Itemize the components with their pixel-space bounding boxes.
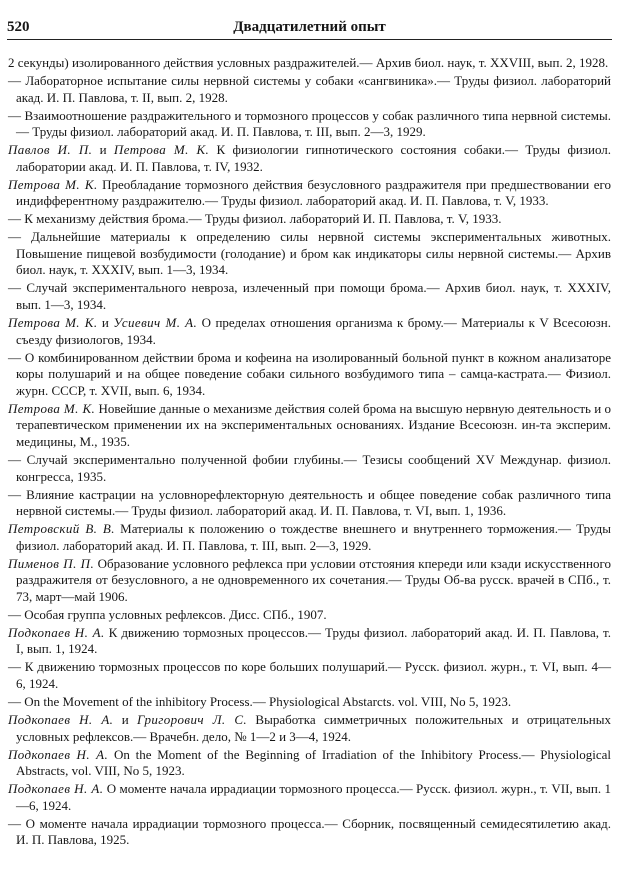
bibliography-entry: Петрова М. К. Новейшие данные о механизме действия солей брома на высшую нервную деятельность и о терапевтическом применении их на экспериментальных основаниях. Издание Всесоюзн. ин-та эксперим. медицины, М., 1935.	[8, 400, 611, 449]
entry-author: Подкопаев Н. А.	[8, 624, 105, 640]
entry-author: Петрова М. К.	[8, 315, 98, 331]
bibliography-entry: — Особая группа условных рефлексов. Дисс. СПб., 1907.	[8, 606, 327, 622]
bibliography-entry: — О моменте начала иррадиации тормозного процесса.— Сборник, посвященный семидесятилетию акад. И. П. Павлова, 1925.	[8, 815, 611, 848]
bibliography-entry: — Случай экспериментально полученной фобии глубины.— Тезисы сообщений XV Междунар. физиол. конгресса, 1935.	[8, 451, 611, 484]
bibliography-entry: — Случай экспериментального невроза, излеченный при помощи брома.— Архив биол. наук, т. XXXIV, вып. 1—3, 1934.	[8, 280, 611, 313]
bibliography-entry: — Лабораторное испытание силы нервной системы у собаки «сангвиника».— Труды физиол. лабораторий акад. И. П. Павлова, т. II, вып. 2, 1928.	[8, 72, 611, 105]
bibliography-entry: Подкопаев Н. А. О моменте начала иррадиации тормозного процесса.— Русск. физиол. журн., т. VII, вып. 1—6, 1924.	[8, 781, 611, 813]
bibliography-entry: — К механизму действия брома.— Труды физиол. лабораторий И. П. Павлова, т. V, 1933.	[8, 211, 502, 227]
entry-author: Петрова М. К.	[8, 176, 98, 192]
entry-author: Подкопаев Н. А.	[8, 711, 114, 727]
entry-author: Павлов И. П.	[8, 142, 93, 158]
entry-author: Пименов П. П.	[8, 555, 95, 571]
entry-author: Григорович Л. С.	[137, 711, 248, 727]
bibliography-entry: — Взаимоотношение раздражительного и тормозного процессов у собак различного типа нервной системы.— Труды физиол. лабораторий акад. И. П. Павлова, т. III, вып. 2—3, 1929.	[8, 107, 611, 140]
running-title: Двадцатилетний опыт	[233, 19, 386, 35]
bibliography-list	[8, 55, 611, 850]
entry-author: Петрова М. К.	[8, 400, 96, 416]
bibliography-entry: — On the Movement of the inhibitory Process.— Physiological Abstarcts. vol. VIII, No 5, 1923.	[8, 694, 512, 709]
bibliography-entry: Пименов П. П. Образование условного рефлекса при условии отстояния кпереди или кзади искусственного раздражителя от безусловного, а не одновременного их сочетания.— Труды Об-ва русск. врачей в СПб., т. 73, март—май 1906.	[8, 555, 611, 604]
entry-author: Подкопаев Н. А.	[8, 781, 104, 797]
bibliography-entry: Подкопаев Н. А. On the Moment of the Beginning of Irradiation of the Inhibitory Process.— Physiological Abstracts, vol. VIII, No 5, 1923.	[8, 746, 612, 779]
bibliography-entry: — К движению тормозных процессов по коре больших полушарий.— Русск. физиол. журн., т. VI, вып. 4—6, 1924.	[8, 659, 611, 692]
bibliography-entry: Подкопаев Н. А. К движению тормозных процессов.— Труды физиол. лабораторий акад. И. П. Павлова, т. I, вып. 1, 1924.	[8, 624, 611, 657]
bibliography-entry: Петровский В. В. Материалы к положению о тождестве внешнего и внутреннего торможения.— Труды физиол. лабораторий акад. И. П. Павлова, т. III, вып. 2—3, 1929.	[8, 521, 611, 553]
bibliography-entry: Петрова М. К. и Усиевич М. А. О пределах отношения организма к брому.— Материалы к V Всесоюзн. съезду физиологов, 1934.	[8, 315, 612, 347]
entry-author: Подкопаев Н. А.	[8, 746, 109, 762]
entry-author: Петровский В. В.	[8, 521, 115, 537]
bibliography-entry: Петрова М. К. Преобладание тормозного действия безусловного раздражителя при предшествовании его индифферентному раздражителю.— Труды физиол. лабораторий акад. И. П. Павлова, т. V, 1933.	[8, 176, 611, 209]
page-number: 520	[7, 19, 30, 35]
entry-author: Усиевич М. А.	[113, 315, 198, 331]
bibliography-entry: Павлов И. П. и Петрова М. К. К физиологии гипнотического состояния собаки.— Труды физиол. лаборатории акад. И. П. Павлова, т. IV, 1932.	[8, 142, 612, 174]
bibliography-entry: — Влияние кастрации на условнорефлекторную деятельность и общее поведение собак различного типа нервной системы.— Труды физиол. лабораторий акад. И. П. Павлова, т. VI, вып. 1, 1936.	[8, 486, 611, 519]
page-header	[7, 14, 612, 40]
bibliography-entry: 2 секунды) изолированного действия условных раздражителей.— Архив биол. наук, т. XXVIII, вып. 2, 1928.	[8, 55, 609, 70]
entry-author: Петрова М. К.	[113, 142, 210, 158]
bibliography-entry: Подкопаев Н. А. и Григорович Л. С. Выработка симметричных положительных и отрицательных условных рефлексов.— Врачебн. дело, № 1—2 и 3—4, 1924.	[8, 711, 611, 744]
bibliography-entry: — Дальнейшие материалы к определению силы нервной системы экспериментальных животных. Повышение пищевой возбудимости (голодание) и бром как индикаторы силы нервной системы.— Архив биол. наук, т. XXXIV, вып. 1—3, 1934.	[8, 229, 611, 278]
bibliography-entry: — О комбинированном действии брома и кофеина на изолированный больной пункт в кожном анализаторе коры полушарий и на общее поведение собаки сильного возбудимого типа – самца-кастрата.— Физиол. журн. СССР, т. XVII, вып. 6, 1934.	[8, 349, 611, 398]
